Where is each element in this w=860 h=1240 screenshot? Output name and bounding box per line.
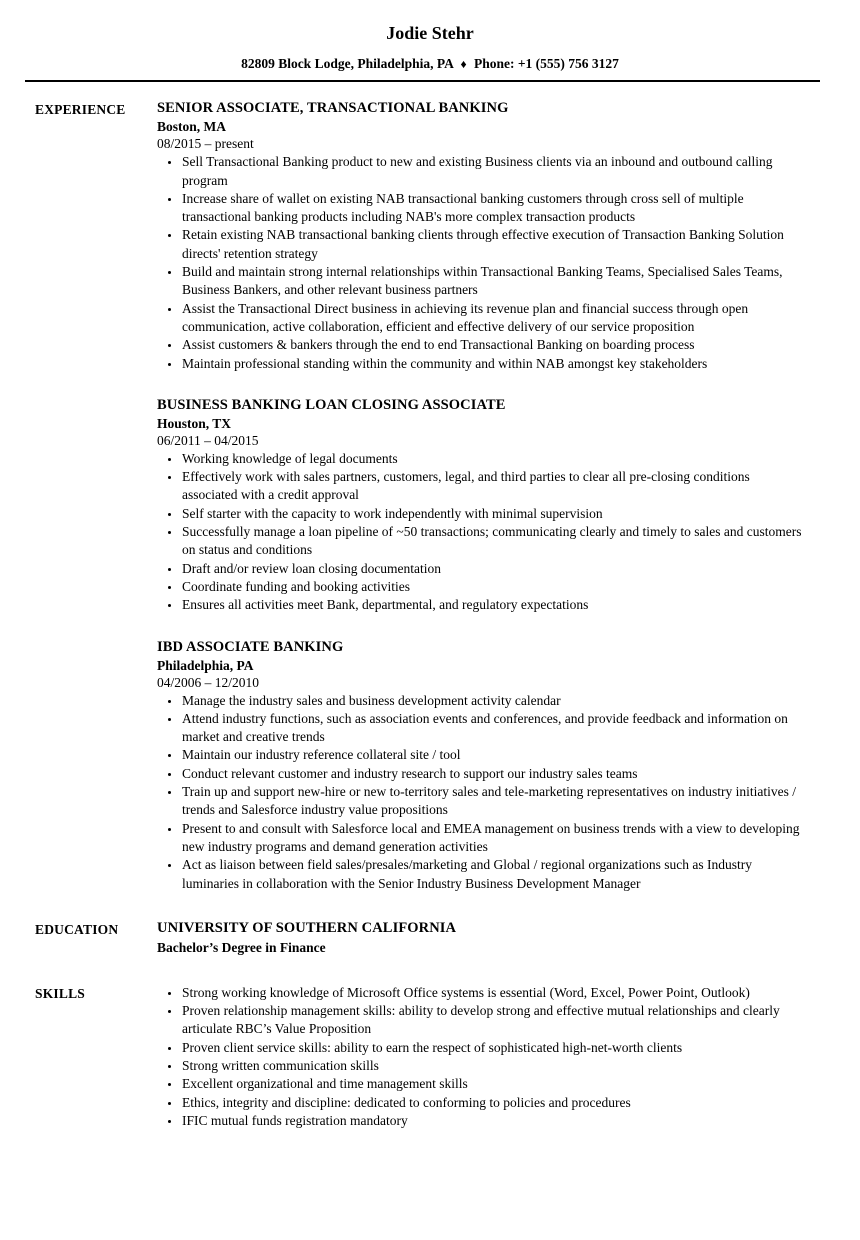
bullet-item: • Coordinate funding and booking activities [181,578,804,596]
skill-item: • IFIC mutual funds registration mandatory [181,1112,804,1130]
bullet-item: • Retain existing NAB transactional banking clients through effective execution of Transaction Banking Solution directs' retention strategy [181,226,804,263]
bullet-item: • Increase share of wallet on existing NAB transactional banking customers through cross sell of multiple transactional banking products including NAB's more complex transaction products [181,190,804,227]
header-divider [25,80,820,82]
job-entry-senior-associate [157,99,804,373]
education-content [157,919,804,957]
job-dates: 08/2015 – present [157,136,254,152]
bullet-item: • Draft and/or review loan closing documentation [181,560,804,578]
contact-line [0,55,860,73]
skill-item: • Strong written communication skills [181,1057,804,1075]
bullet-item: • Conduct relevant customer and industry research to support our industry sales teams [181,765,804,783]
bullet-item: • Assist customers & bankers through the end to end Transactional Banking on boarding process [181,336,804,354]
bullet-item: • Self starter with the capacity to work independently with minimal supervision [181,505,804,523]
job-title: IBD ASSOCIATE BANKING [157,638,344,655]
bullet-item: • Maintain our industry reference collateral site / tool [181,746,804,764]
bullet-item: • Maintain professional standing within the community and within NAB amongst key stakeholders [181,355,804,373]
education-section [35,919,804,957]
job-title: BUSINESS BANKING LOAN CLOSING ASSOCIATE [157,396,506,413]
job-location: Philadelphia, PA [157,657,254,673]
education-degree: Bachelor’s Degree in Finance [157,939,326,955]
bullet-item: • Working knowledge of legal documents [181,450,804,468]
diamond-separator-icon: ♦ [460,57,467,71]
skill-item: • Proven relationship management skills: ability to develop strong and effective mutual relationships and clearly articulate RBC’s Value Proposition [181,1002,804,1039]
skills-section [35,983,804,1130]
bullet-item: • Assist the Transactional Direct business in achieving its revenue plan and financial success through open communication, active collaboration, efficient and effective delivery of our service proposition [181,300,804,337]
resume-header [0,23,860,82]
job-location: Houston, TX [157,415,232,431]
bullet-item: • Build and maintain strong internal relationships within Transactional Banking Teams, Specialised Sales Teams, Business Bankers, and other relevant business partners [181,263,804,300]
skill-item: • Strong working knowledge of Microsoft Office systems is essential (Word, Excel, Power Point, Outlook) [181,984,804,1002]
section-label-education: EDUCATION [35,921,119,937]
bullet-item: • Sell Transactional Banking product to new and existing Business clients via an inbound and outbound calling program [181,153,804,190]
bullet-item: • Attend industry functions, such as association events and conferences, and provide feedback and information on market and creative trends [181,710,804,747]
job-bullet-list [157,153,804,373]
skills-content [157,983,804,1130]
job-entry-ibd-associate [157,638,804,893]
bullet-item: • Ensures all activities meet Bank, departmental, and regulatory expectations [181,596,804,614]
skill-item: • Ethics, integrity and discipline: dedicated to conforming to policies and procedures [181,1094,804,1112]
skill-item: • Proven client service skills: ability to earn the respect of sophisticated high-net-worth clients [181,1039,804,1057]
experience-content [157,99,804,893]
contact-phone: Phone: +1 (555) 756 3127 [473,56,619,71]
job-dates: 06/2011 – 04/2015 [157,432,259,448]
job-dates: 04/2006 – 12/2010 [157,674,260,690]
section-label-skills: SKILLS [35,985,85,1001]
skills-bullet-list [157,984,804,1130]
contact-address: 82809 Block Lodge, Philadelphia, PA [241,56,454,71]
bullet-item: • Act as liaison between field sales/presales/marketing and Global / regional organizations such as Industry luminaries in collaboration with the Senior Industry Business Development Manager [181,856,804,893]
resume-body [0,99,860,1130]
bullet-item: • Present to and consult with Salesforce local and EMEA management on business trends with a view to developing new industry programs and demand generation activities [181,820,804,857]
bullet-item: • Effectively work with sales partners, customers, legal, and third parties to clear all pre-closing conditions associated with a credit approval [181,468,804,505]
bullet-item: • Manage the industry sales and business development activity calendar [181,692,804,710]
candidate-name: Jodie Stehr [386,23,474,43]
bullet-item: • Train up and support new-hire or new to-territory sales and tele-marketing representatives on industry initiatives / trends and Salesforce industry value propositions [181,783,804,820]
job-bullet-list [157,450,804,615]
job-bullet-list [157,692,804,893]
job-entry-loan-closing-associate [157,396,804,615]
education-school: UNIVERSITY OF SOUTHERN CALIFORNIA [157,919,457,936]
bullet-item: • Successfully manage a loan pipeline of ~50 transactions; communicating clearly and timely to sales and customers on status and conditions [181,523,804,560]
section-label-experience: EXPERIENCE [35,102,126,118]
job-location: Boston, MA [157,119,227,135]
experience-section [35,99,804,893]
skill-item: • Excellent organizational and time management skills [181,1075,804,1093]
job-title: SENIOR ASSOCIATE, TRANSACTIONAL BANKING [157,100,509,117]
